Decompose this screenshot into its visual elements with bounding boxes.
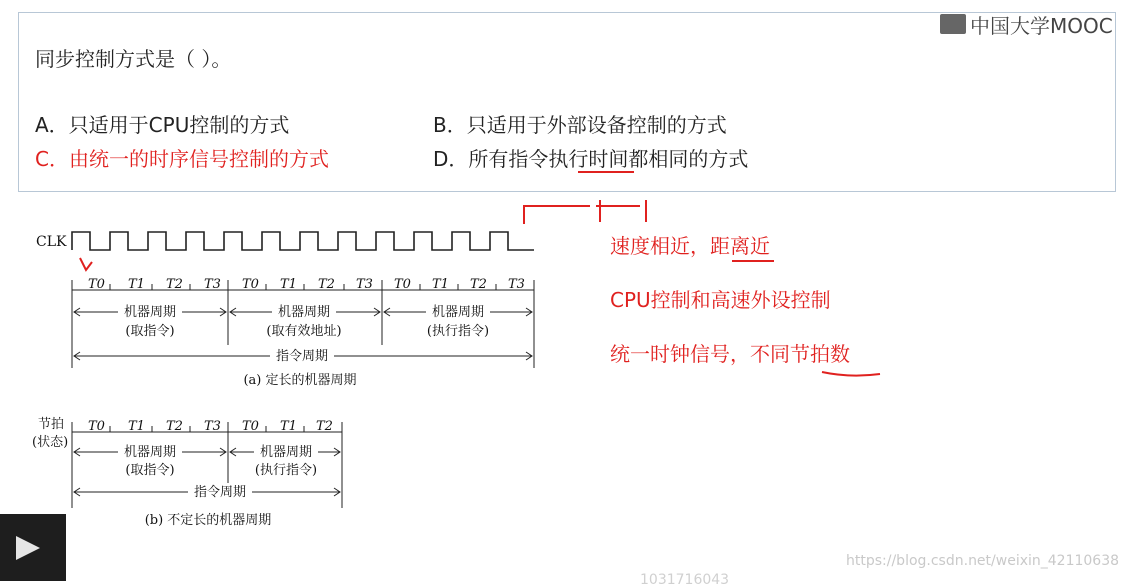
mooc-logo-icon — [940, 14, 966, 34]
option-b[interactable]: B．只适用于外部设备控制的方式 — [433, 113, 727, 137]
tick-b-6: T2 — [316, 419, 333, 434]
tick-b-4: T0 — [242, 419, 259, 434]
caption-b: (b) 不定长的机器周期 — [144, 513, 272, 528]
cycle-a-1-sub: (取有效地址) — [266, 324, 342, 339]
cycle-a-2-label: 机器周期 — [431, 305, 485, 320]
tick-a-11: T3 — [508, 277, 525, 292]
faint-id-text: 1031716043 — [640, 572, 730, 588]
tick-a-10: T2 — [470, 277, 487, 292]
cycle-b-0-label: 机器周期 — [123, 445, 177, 460]
cycle-b-1-label: 机器周期 — [259, 445, 313, 460]
tick-b-1: T1 — [128, 419, 145, 434]
tick-b-0: T0 — [88, 419, 105, 434]
clk-waveform — [72, 232, 534, 250]
option-c[interactable]: C．由统一的时序信号控制的方式 — [35, 147, 329, 171]
cycle-a-0-sub: (取指令) — [125, 324, 175, 339]
tick-b-2: T2 — [166, 419, 183, 434]
tick-a-7: T3 — [356, 277, 373, 292]
clk-label: CLK — [36, 234, 67, 250]
tick-a-1: T1 — [128, 277, 145, 292]
beat-label: 节拍 — [38, 417, 65, 432]
option-a[interactable]: A．只适用于CPU控制的方式 — [35, 113, 290, 137]
watermark-url: https://blog.csdn.net/weixin_42110638 — [846, 553, 1120, 569]
timing-diagram — [0, 190, 560, 540]
tick-a-9: T1 — [432, 277, 449, 292]
option-d[interactable]: D．所有指令执行时间都相同的方式 — [433, 147, 749, 171]
mooc-logo-text: 中国大学MOOC — [970, 13, 1113, 38]
cycle-b-0-sub: (取指令) — [125, 463, 175, 478]
cycle-a-1-label: 机器周期 — [277, 305, 331, 320]
note-speed-distance: 速度相近，距离近 — [610, 234, 770, 258]
tick-a-8: T0 — [394, 277, 411, 292]
tick-a-4: T0 — [242, 277, 259, 292]
play-icon — [0, 514, 66, 581]
tick-a-3: T3 — [204, 277, 221, 292]
cycle-b-1-sub: (执行指令) — [254, 463, 318, 478]
tick-a-6: T2 — [318, 277, 335, 292]
state-label: (状态) — [32, 435, 69, 450]
instr-cycle-a: 指令周期 — [275, 349, 329, 364]
cycle-a-2-sub: (执行指令) — [426, 324, 490, 339]
question-title: 同步控制方式是（ ）。 — [35, 47, 232, 71]
play-button[interactable] — [0, 514, 66, 581]
tick-b-5: T1 — [280, 419, 297, 434]
instr-cycle-b: 指令周期 — [193, 485, 247, 500]
mooc-logo — [940, 10, 1113, 38]
cycle-a-0-label: 机器周期 — [123, 305, 177, 320]
tick-b-3: T3 — [204, 419, 221, 434]
question-card — [18, 12, 1116, 192]
tick-a-5: T1 — [280, 277, 297, 292]
underline-beats-stroke — [822, 372, 880, 376]
caption-a: (a) 定长的机器周期 — [243, 373, 357, 388]
tick-a-0: T0 — [88, 277, 105, 292]
note-clock-signal: 统一时钟信号，不同节拍数 — [610, 342, 850, 366]
note-cpu-peripheral: CPU控制和高速外设控制 — [610, 288, 831, 312]
tick-a-2: T2 — [166, 277, 183, 292]
